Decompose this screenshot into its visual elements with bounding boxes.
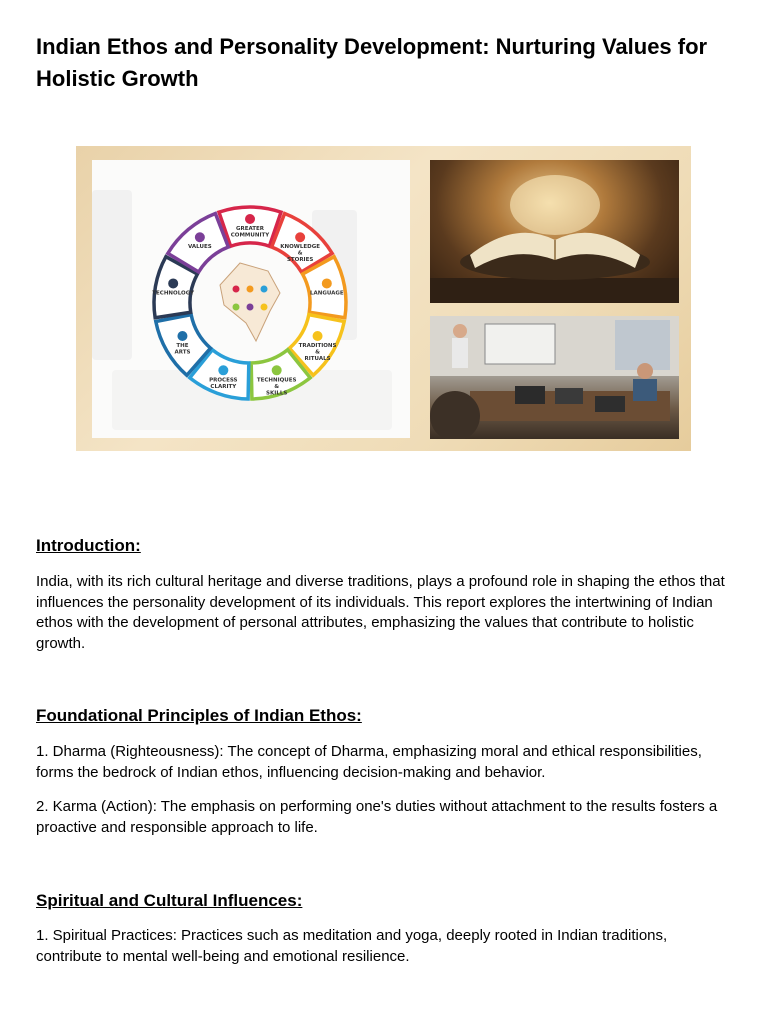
wheel-segment-icon (195, 232, 205, 242)
wheel-segment-label: RITUALS (304, 356, 331, 362)
wheel-segment-label: & (315, 349, 320, 356)
audience-member (430, 391, 480, 439)
wheel-segment-label: & (274, 383, 280, 390)
laptop (515, 386, 545, 404)
classroom-illustration (430, 316, 679, 439)
presenter-body (452, 338, 468, 368)
presentation-screen (485, 324, 555, 364)
wheel-segment-icon (313, 331, 323, 341)
presenter-head (453, 324, 467, 338)
laptop (555, 388, 583, 404)
header-collage-image (76, 146, 691, 451)
map-culture-figure (247, 304, 254, 311)
wheel-segment-label: & (297, 250, 303, 257)
wheel-segment-label: KNOWLEDGE (280, 244, 320, 251)
wheel-segment-label: LANGUAGE (309, 290, 344, 297)
wheel-segment-icon (322, 278, 332, 288)
culture-wheel-panel (92, 160, 410, 438)
wheel-segment-label: COMMUNITY (230, 232, 270, 239)
wheel-segment-label: ARTS (174, 349, 191, 356)
dharma-paragraph: 1. Dharma (Righteousness): The concept of Dharma, emphasizing moral and ethical responsibilities, forms the bedrock of Indian ethos, influencing decision-making and behavior. (36, 743, 702, 781)
classroom-photo (430, 316, 679, 439)
wheel-segment-label: STORIES (286, 257, 314, 264)
map-culture-figure (233, 304, 240, 311)
spiritual-practices-paragraph: 1. Spiritual Practices: Practices such as meditation and yoga, deeply rooted in Indian traditions, contribute to mental well-being and emotional resilience. (36, 927, 668, 965)
wheel-segment-label: THE (176, 343, 189, 349)
attendee-head (637, 363, 653, 379)
culture-wheel-diagram (92, 160, 410, 438)
introduction-heading: Introduction: (36, 536, 141, 555)
glow-light (510, 175, 600, 235)
wheel-segment-label: TRADITIONS (298, 343, 337, 349)
page-title: Indian Ethos and Personality Development: Nurturing Values for Holistic Growth (36, 34, 708, 91)
open-book-illustration (430, 160, 679, 303)
wheel-segment-label: TECHNIQUES (256, 377, 297, 384)
map-culture-figure (247, 286, 254, 293)
wheel-segment-label: TECHNOLOGY (152, 290, 195, 297)
wheel-segment-label: VALUES (188, 244, 212, 251)
wheel-segment-icon (218, 365, 228, 375)
karma-paragraph: 2. Karma (Action): The emphasis on performing one's duties without attachment to the results fosters a proactive and responsible approach to life. (36, 798, 718, 836)
attendee-body (633, 379, 657, 401)
wheel-segment-label: CLARITY (210, 383, 237, 390)
wheel-segment-icon (168, 278, 178, 288)
laptop (595, 396, 625, 412)
wheel-segment-icon (272, 365, 282, 375)
map-culture-figure (233, 286, 240, 293)
foundational-principles-heading: Foundational Principles of Indian Ethos: (36, 706, 362, 725)
table-surface (430, 278, 679, 303)
spiritual-cultural-heading: Spiritual and Cultural Influences: (36, 891, 303, 910)
window (615, 320, 670, 370)
wheel-segment-icon (245, 214, 255, 224)
introduction-paragraph: India, with its rich cultural heritage and diverse traditions, plays a profound role in shaping the ethos that influences the personality development of its individuals. This report explores the intertwining of Indian ethos with the development of personal attributes, emphasizing the values that contribute to holistic growth. (36, 573, 725, 652)
wheel-segment-label: PROCESS (209, 377, 238, 384)
map-culture-figure (261, 304, 268, 311)
wheel-segment-icon (177, 331, 187, 341)
wheel-segment-label: GREATER (235, 226, 265, 232)
open-book-photo (430, 160, 679, 303)
map-culture-figure (261, 286, 268, 293)
wheel-segment-icon (295, 232, 305, 242)
wheel-segment-label: SKILLS (266, 390, 288, 397)
india-map-center (220, 263, 280, 341)
